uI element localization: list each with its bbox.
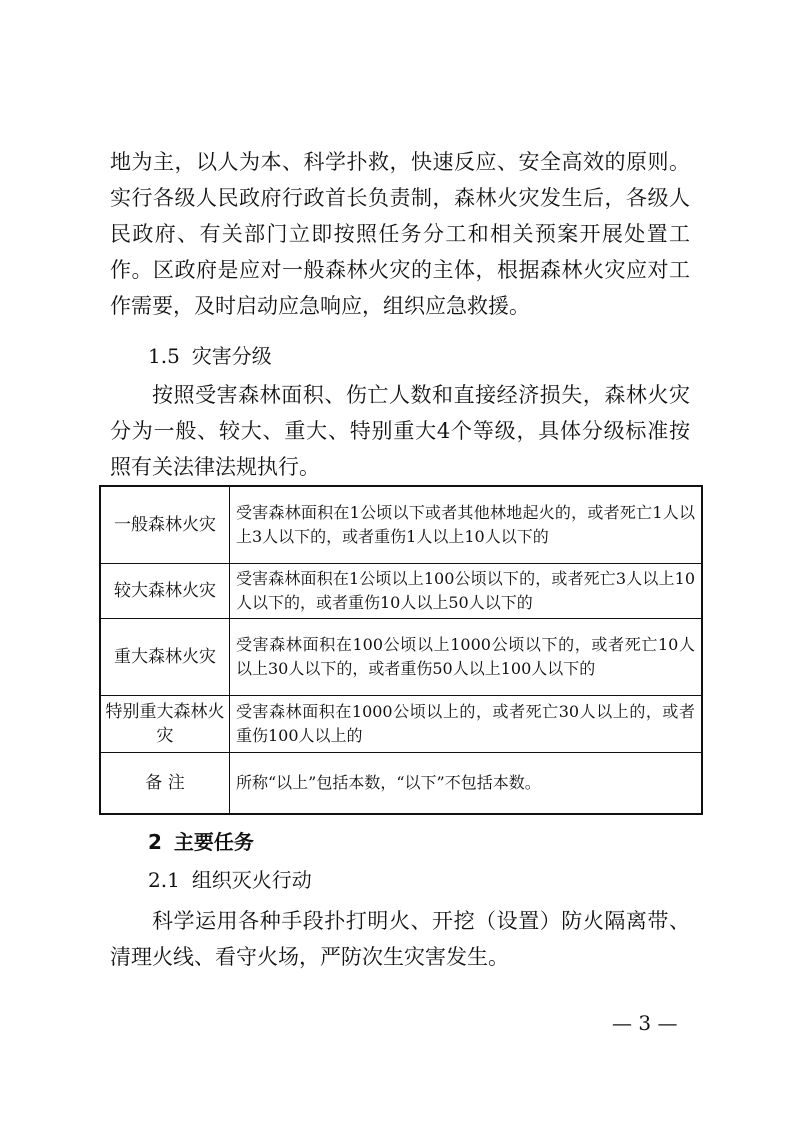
table-row — [100, 619, 702, 696]
grade-description: 所称“以上”包括本数，“以下”不包括本数。 — [230, 753, 703, 815]
grade-category: 特别重大森林火灾 — [100, 696, 230, 753]
table-row — [100, 486, 702, 564]
fire-grading-table — [99, 485, 703, 815]
heading-text: 灾害分级 — [191, 344, 272, 368]
grade-description: 受害森林面积在1000公顷以上的，或者死亡30人以上的，或者重伤100人以上的 — [230, 696, 703, 753]
grade-description: 受害森林面积在1公顷以下或者其他林地起火的，或者死亡1人以上3人以下的，或者重伤1人以上10人以下的 — [230, 486, 703, 564]
heading-number: 2.1 — [148, 868, 180, 892]
paragraph-principles: 地为主，以人为本、科学扑救，快速反应、安全高效的原则。实行各级人民政府行政首长负责制，森林火灾发生后，各级人民政府、有关部门立即按照任务分工和相关预案开展处置工作。区政府是应对一般森林火灾的主体，根据森林火灾应对工作需要，及时启动应急响应，组织应急救援。 — [110, 150, 690, 318]
table-row — [100, 564, 702, 619]
table-row — [100, 753, 702, 815]
section-heading-2-1 — [148, 865, 312, 895]
grade-category: 一般森林火灾 — [100, 486, 230, 564]
grade-description: 受害森林面积在1公顷以上100公顷以下的，或者死亡3人以上10人以下的，或者重伤10人以上50人以下的 — [230, 564, 703, 619]
grade-category: 较大森林火灾 — [100, 564, 230, 619]
paragraph-fire-action: 科学运用各种手段扑打明火、开挖（设置）防火隔离带、清理火线、看守火场，严防次生灾害发生。 — [110, 909, 690, 969]
grade-category: 重大森林火灾 — [100, 619, 230, 696]
page-number: — 3 — — [612, 1011, 678, 1035]
paragraph-grading: 按照受害森林面积、伤亡人数和直接经济损失，森林火灾分为一般、较大、重大、特别重大4个等级，具体分级标准按照有关法律法规执行。 — [110, 383, 690, 479]
heading-text: 组织灭火行动 — [191, 868, 312, 892]
section-heading-2 — [148, 827, 254, 857]
heading-number: 2 — [148, 830, 162, 854]
heading-number: 1.5 — [148, 344, 180, 368]
table-row — [100, 696, 702, 753]
grade-category: 备 注 — [100, 753, 230, 815]
heading-text: 主要任务 — [173, 830, 254, 854]
grade-description: 受害森林面积在100公顷以上1000公顷以下的，或者死亡10人以上30人以下的，或者重伤50人以上100人以下的 — [230, 619, 703, 696]
section-heading-1-5 — [148, 341, 272, 371]
